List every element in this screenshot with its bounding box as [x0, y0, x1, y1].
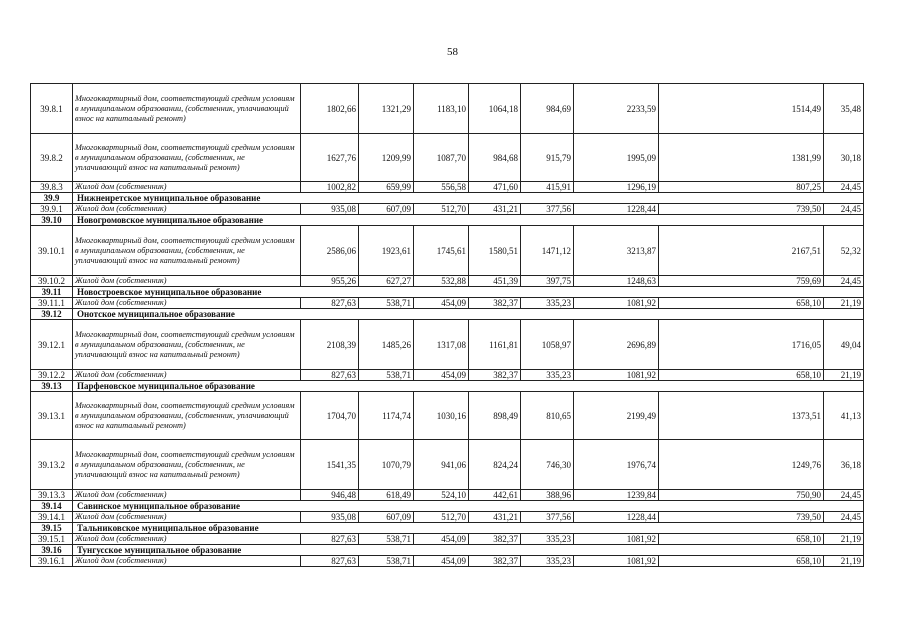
tariff-value-cell: 750,90 [659, 490, 824, 501]
tariff-value-cell: 1087,70 [414, 134, 469, 182]
tariff-value-cell: 984,69 [521, 84, 574, 134]
table-row [31, 370, 864, 381]
tariff-value-cell: 1485,26 [359, 320, 414, 370]
row-description: Многоквартирный дом, соответствующий средним условиям в муниципальном образовании, (собственник, не уплачивающий взнос на капитальный ремонт) [73, 226, 301, 276]
section-title: Новостроевское муниципальное образование [73, 287, 864, 298]
row-code: 39.13.2 [31, 440, 73, 490]
row-code: 39.13.1 [31, 392, 73, 440]
tariff-value-cell: 2696,89 [574, 320, 659, 370]
section-title: Тунгусское муниципальное образование [73, 545, 864, 556]
row-code: 39.16.1 [31, 556, 73, 567]
tariff-value-cell: 1995,09 [574, 134, 659, 182]
tariff-value-cell: 538,71 [359, 370, 414, 381]
tariff-value-cell: 451,39 [469, 276, 521, 287]
tariff-value-cell: 627,27 [359, 276, 414, 287]
table-row [31, 534, 864, 545]
tariff-value-cell: 556,58 [414, 182, 469, 193]
row-code: 39.14.1 [31, 512, 73, 523]
tariff-value-cell: 335,23 [521, 370, 574, 381]
section-header-row [31, 215, 864, 226]
tariff-value-cell: 415,91 [521, 182, 574, 193]
section-title: Нижнеиретское муниципальное образование [73, 193, 864, 204]
tariff-value-cell: 1174,74 [359, 392, 414, 440]
tariff-value-cell: 454,09 [414, 370, 469, 381]
tariff-value-cell: 2199,49 [574, 392, 659, 440]
tariff-value-cell: 3213,87 [574, 226, 659, 276]
tariff-value-cell: 827,63 [301, 298, 359, 309]
tariff-value-cell: 388,96 [521, 490, 574, 501]
tariff-value-cell: 335,23 [521, 556, 574, 567]
tariff-value-cell: 810,65 [521, 392, 574, 440]
tariff-value-cell: 52,32 [824, 226, 864, 276]
section-code: 39.15 [31, 523, 73, 534]
tariff-value-cell: 454,09 [414, 556, 469, 567]
section-header-row [31, 523, 864, 534]
tariff-value-cell: 827,63 [301, 534, 359, 545]
tariff-value-cell: 382,37 [469, 556, 521, 567]
tariff-value-cell: 658,10 [659, 556, 824, 567]
tariff-value-cell: 1081,92 [574, 298, 659, 309]
tariff-value-cell: 1976,74 [574, 440, 659, 490]
tariff-value-cell: 21,19 [824, 370, 864, 381]
tariff-value-cell: 1802,66 [301, 84, 359, 134]
section-code: 39.10 [31, 215, 73, 226]
table-row [31, 392, 864, 440]
tariff-value-cell: 431,21 [469, 512, 521, 523]
tariff-value-cell: 382,37 [469, 534, 521, 545]
section-title: Парфеновское муниципальное образование [73, 381, 864, 392]
row-code: 39.9.1 [31, 204, 73, 215]
tariff-value-cell: 658,10 [659, 298, 824, 309]
tariff-value-cell: 2233,59 [574, 84, 659, 134]
tariff-value-cell: 946,48 [301, 490, 359, 501]
tariff-value-cell: 607,09 [359, 204, 414, 215]
tariff-value-cell: 335,23 [521, 534, 574, 545]
tariff-value-cell: 827,63 [301, 370, 359, 381]
section-title: Савинское муниципальное образование [73, 501, 864, 512]
tariff-value-cell: 2586,06 [301, 226, 359, 276]
tariff-value-cell: 1030,16 [414, 392, 469, 440]
row-description: Жилой дом (собственник) [73, 370, 301, 381]
row-description: Жилой дом (собственник) [73, 276, 301, 287]
row-description: Жилой дом (собственник) [73, 204, 301, 215]
tariff-value-cell: 442,61 [469, 490, 521, 501]
tariff-value-cell: 24,45 [824, 276, 864, 287]
tariff-value-cell: 607,09 [359, 512, 414, 523]
tariff-value-cell: 335,23 [521, 298, 574, 309]
tariff-value-cell: 524,10 [414, 490, 469, 501]
tariff-value-cell: 30,18 [824, 134, 864, 182]
tariff-value-cell: 746,30 [521, 440, 574, 490]
row-code: 39.8.1 [31, 84, 73, 134]
section-header-row [31, 193, 864, 204]
table-row [31, 556, 864, 567]
section-code: 39.14 [31, 501, 73, 512]
tariff-value-cell: 618,49 [359, 490, 414, 501]
row-code: 39.11.1 [31, 298, 73, 309]
tariff-value-cell: 1209,99 [359, 134, 414, 182]
section-code: 39.13 [31, 381, 73, 392]
tariff-value-cell: 1321,29 [359, 84, 414, 134]
tariff-value-cell: 2167,51 [659, 226, 824, 276]
row-code: 39.12.2 [31, 370, 73, 381]
tariff-value-cell: 1317,08 [414, 320, 469, 370]
row-code: 39.8.2 [31, 134, 73, 182]
tariff-value-cell: 382,37 [469, 370, 521, 381]
section-header-row [31, 501, 864, 512]
tariff-value-cell: 21,19 [824, 298, 864, 309]
table-row [31, 84, 864, 134]
tariff-value-cell: 935,08 [301, 512, 359, 523]
tariff-value-cell: 538,71 [359, 534, 414, 545]
section-code: 39.12 [31, 309, 73, 320]
tariff-value-cell: 1228,44 [574, 512, 659, 523]
tariff-value-cell: 1058,97 [521, 320, 574, 370]
tariff-value-cell: 41,13 [824, 392, 864, 440]
section-header-row [31, 545, 864, 556]
tariff-value-cell: 807,25 [659, 182, 824, 193]
tariff-value-cell: 538,71 [359, 298, 414, 309]
tariff-table [30, 83, 864, 567]
tariff-value-cell: 824,24 [469, 440, 521, 490]
tariff-value-cell: 35,48 [824, 84, 864, 134]
table-row [31, 440, 864, 490]
table-row [31, 226, 864, 276]
tariff-value-cell: 1514,49 [659, 84, 824, 134]
section-title: Онотское муниципальное образование [73, 309, 864, 320]
tariff-value-cell: 538,71 [359, 556, 414, 567]
table-row [31, 204, 864, 215]
tariff-value-cell: 1716,05 [659, 320, 824, 370]
tariff-value-cell: 1248,63 [574, 276, 659, 287]
tariff-value-cell: 1161,81 [469, 320, 521, 370]
tariff-value-cell: 658,10 [659, 534, 824, 545]
tariff-value-cell: 532,88 [414, 276, 469, 287]
tariff-value-cell: 1183,10 [414, 84, 469, 134]
tariff-value-cell: 1373,51 [659, 392, 824, 440]
tariff-value-cell: 1923,61 [359, 226, 414, 276]
tariff-value-cell: 659,99 [359, 182, 414, 193]
row-description: Многоквартирный дом, соответствующий средним условиям в муниципальном образовании, (собственник, уплачивающий взнос на капитальный ремонт) [73, 84, 301, 134]
tariff-value-cell: 24,45 [824, 512, 864, 523]
row-code: 39.15.1 [31, 534, 73, 545]
table-row [31, 134, 864, 182]
tariff-value-cell: 24,45 [824, 490, 864, 501]
row-description: Жилой дом (собственник) [73, 490, 301, 501]
table-row [31, 320, 864, 370]
row-description: Жилой дом (собственник) [73, 512, 301, 523]
row-description: Многоквартирный дом, соответствующий средним условиям в муниципальном образовании, (собственник, уплачивающий взнос на капитальный ремонт) [73, 392, 301, 440]
tariff-value-cell: 1228,44 [574, 204, 659, 215]
tariff-value-cell: 759,69 [659, 276, 824, 287]
tariff-value-cell: 935,08 [301, 204, 359, 215]
section-header-row [31, 381, 864, 392]
page-number: 58 [447, 46, 458, 58]
section-header-row [31, 287, 864, 298]
row-code: 39.8.3 [31, 182, 73, 193]
tariff-value-cell: 915,79 [521, 134, 574, 182]
tariff-value-cell: 512,70 [414, 204, 469, 215]
tariff-value-cell: 1580,51 [469, 226, 521, 276]
section-title: Новогромовское муниципальное образование [73, 215, 864, 226]
row-description: Многоквартирный дом, соответствующий средним условиям в муниципальном образовании, (собственник, не уплачивающий взнос на капитальный ремонт) [73, 320, 301, 370]
tariff-value-cell: 454,09 [414, 298, 469, 309]
tariff-value-cell: 1471,12 [521, 226, 574, 276]
tariff-value-cell: 955,26 [301, 276, 359, 287]
row-description: Многоквартирный дом, соответствующий средним условиям в муниципальном образовании, (собственник, не уплачивающий взнос на капитальный ремонт) [73, 134, 301, 182]
row-description: Жилой дом (собственник) [73, 534, 301, 545]
tariff-value-cell: 382,37 [469, 298, 521, 309]
tariff-value-cell: 984,68 [469, 134, 521, 182]
row-description: Жилой дом (собственник) [73, 298, 301, 309]
section-header-row [31, 309, 864, 320]
tariff-value-cell: 377,56 [521, 512, 574, 523]
section-code: 39.11 [31, 287, 73, 298]
tariff-value-cell: 36,18 [824, 440, 864, 490]
tariff-value-cell: 397,75 [521, 276, 574, 287]
tariff-value-cell: 2108,39 [301, 320, 359, 370]
section-title: Тальниковское муниципальное образование [73, 523, 864, 534]
section-code: 39.16 [31, 545, 73, 556]
tariff-value-cell: 1627,76 [301, 134, 359, 182]
tariff-value-cell: 512,70 [414, 512, 469, 523]
tariff-value-cell: 1704,70 [301, 392, 359, 440]
table-row [31, 276, 864, 287]
tariff-value-cell: 1381,99 [659, 134, 824, 182]
tariff-value-cell: 1002,82 [301, 182, 359, 193]
tariff-value-cell: 827,63 [301, 556, 359, 567]
row-description: Многоквартирный дом, соответствующий средним условиям в муниципальном образовании, (собственник, не уплачивающий взнос на капитальный ремонт) [73, 440, 301, 490]
tariff-value-cell: 1296,19 [574, 182, 659, 193]
tariff-table-body [31, 84, 864, 567]
tariff-value-cell: 24,45 [824, 182, 864, 193]
row-description: Жилой дом (собственник) [73, 182, 301, 193]
table-row [31, 298, 864, 309]
tariff-value-cell: 431,21 [469, 204, 521, 215]
tariff-value-cell: 377,56 [521, 204, 574, 215]
section-code: 39.9 [31, 193, 73, 204]
table-row [31, 490, 864, 501]
tariff-value-cell: 471,60 [469, 182, 521, 193]
row-code: 39.10.1 [31, 226, 73, 276]
tariff-value-cell: 739,50 [659, 204, 824, 215]
tariff-value-cell: 1070,79 [359, 440, 414, 490]
table-row [31, 182, 864, 193]
tariff-value-cell: 21,19 [824, 556, 864, 567]
tariff-value-cell: 898,49 [469, 392, 521, 440]
row-code: 39.12.1 [31, 320, 73, 370]
tariff-value-cell: 1081,92 [574, 370, 659, 381]
tariff-value-cell: 1239,84 [574, 490, 659, 501]
tariff-value-cell: 24,45 [824, 204, 864, 215]
row-code: 39.10.2 [31, 276, 73, 287]
row-description: Жилой дом (собственник) [73, 556, 301, 567]
tariff-value-cell: 1745,61 [414, 226, 469, 276]
tariff-value-cell: 21,19 [824, 534, 864, 545]
tariff-value-cell: 658,10 [659, 370, 824, 381]
table-row [31, 512, 864, 523]
tariff-value-cell: 1064,18 [469, 84, 521, 134]
row-code: 39.13.3 [31, 490, 73, 501]
tariff-value-cell: 739,50 [659, 512, 824, 523]
tariff-value-cell: 1249,76 [659, 440, 824, 490]
tariff-value-cell: 1081,92 [574, 556, 659, 567]
tariff-value-cell: 454,09 [414, 534, 469, 545]
tariff-value-cell: 49,04 [824, 320, 864, 370]
tariff-value-cell: 1081,92 [574, 534, 659, 545]
tariff-value-cell: 941,06 [414, 440, 469, 490]
tariff-value-cell: 1541,35 [301, 440, 359, 490]
